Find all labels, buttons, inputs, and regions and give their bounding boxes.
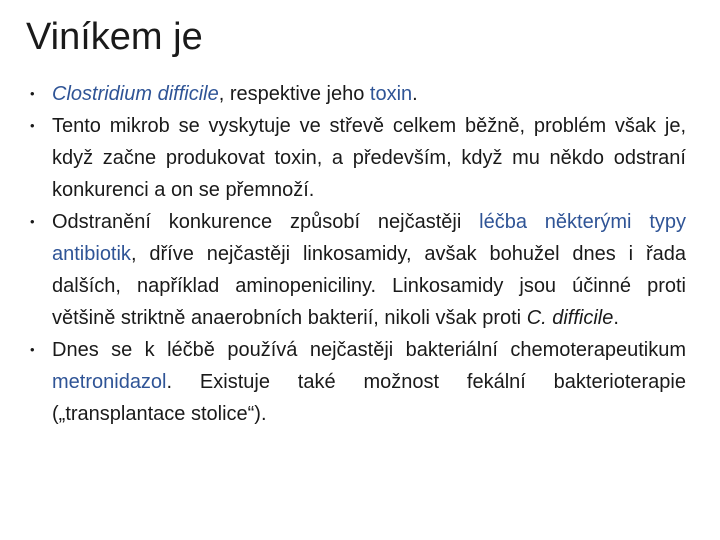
bullet-text: Tento mikrob se vyskytuje ve střevě celkem běžně, problém však je, když začne produkovat toxin, a především, když mu někdo odstraní konkurenci a on se přemnoží.: [52, 115, 686, 201]
antibiotics-link[interactable]: léčba některými typy antibiotik: [52, 211, 687, 265]
bullet-icon: •: [30, 118, 35, 133]
bullet-icon: •: [30, 342, 35, 357]
organism-name-link[interactable]: Clostridium difficile: [52, 83, 219, 105]
bullet-text: Odstranění konkurence způsobí nejčastěji: [52, 211, 480, 233]
bullet-item-2: [30, 110, 686, 206]
bullet-text: , dříve nejčastěji linkosamidy, avšak bohužel dnes i řada dalších, například aminopeniciliny. Linkosamidy jsou účinné proti většině striktně anaerobních bakterií, nikoli však proti: [52, 243, 686, 329]
bullet-text: Dnes se k léčbě používá nejčastěji bakteriální chemoterapeutikum: [52, 339, 686, 361]
slide-title: Viníkem je: [26, 16, 203, 58]
bullet-item-4: [30, 334, 686, 430]
bullet-text: .: [412, 83, 418, 105]
bullet-icon: •: [30, 86, 35, 101]
bullet-text: , respektive jeho: [218, 83, 370, 105]
bullet-item-1: [30, 78, 686, 110]
toxin-link[interactable]: toxin: [369, 83, 413, 105]
bullet-list: [30, 78, 686, 430]
bullet-text: . Existuje také možnost fekální bakterioterapie („transplantace stolice“).: [52, 371, 686, 425]
bullet-text: .: [613, 307, 619, 329]
organism-name-italic: C. difficile: [526, 307, 614, 329]
bullet-icon: •: [30, 214, 35, 229]
bullet-item-3: [30, 206, 686, 334]
metronidazole-link[interactable]: metronidazol: [52, 371, 167, 393]
